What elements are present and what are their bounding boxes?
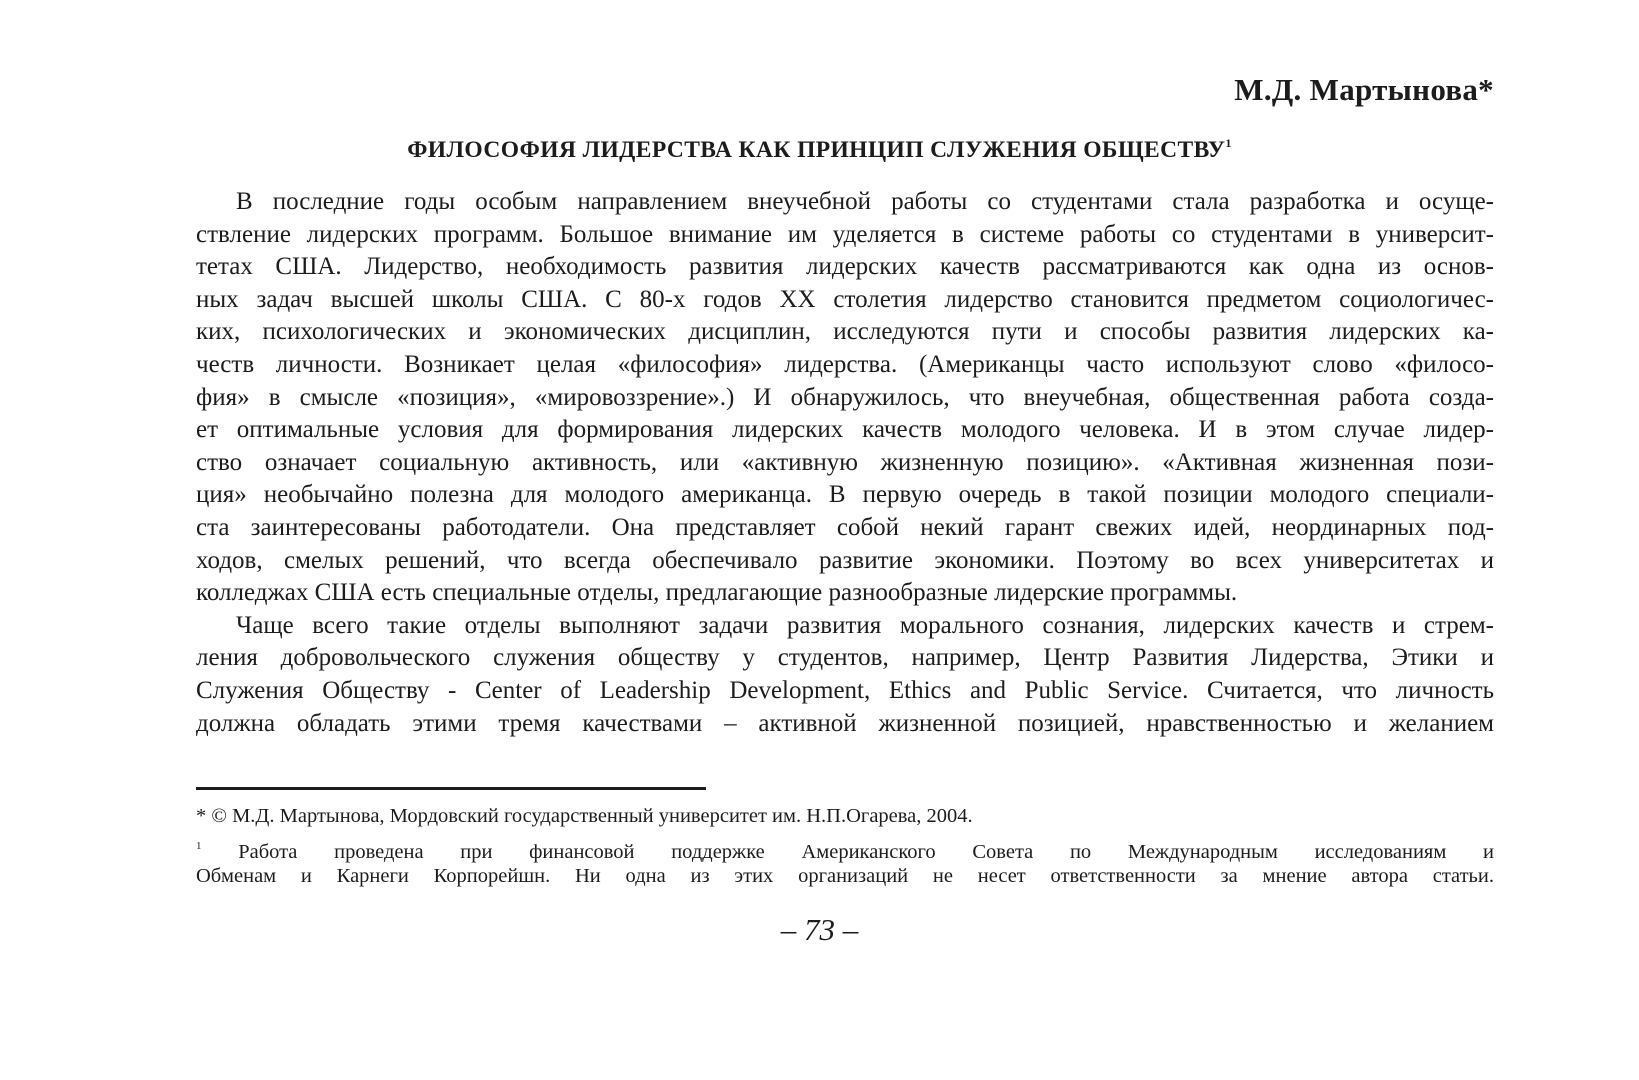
- body-line: ство означает социальную активность, или «активную жизненную позицию». «Активная жизненная пози-: [196, 448, 1494, 476]
- body-line: честв личности. Возникает целая «философия» лидерства. (Американцы часто используют слово «филосо-: [196, 350, 1494, 378]
- page-number: – 73 –: [780, 912, 859, 947]
- footnote-divider: [196, 787, 706, 790]
- footnote-1-text: Работа проведена при финансовой поддержке Американского Совета по Международным исследованиям и: [201, 841, 1494, 863]
- body-line: В последние годы особым направлением внеучебной работы со студентами стала разработка и осуще-: [236, 188, 1494, 215]
- footnote-1-mark: 1: [196, 840, 202, 852]
- body-line: ет оптимальные условия для формирования лидерских качеств молодого человека. И в этом случае лидер-: [196, 416, 1494, 444]
- body-line: Чаще всего такие отделы выполняют задачи развития морального сознания, лидерских качеств и стрем-: [236, 611, 1494, 639]
- body-line: ления добровольческого служения обществу у студентов, например, Центр Развития Лидерства, Этики и: [196, 644, 1494, 672]
- author-name: М.Д. Мартынова*: [1234, 72, 1494, 107]
- article-title: [0, 136, 1639, 164]
- body-line: ста заинтересованы работодатели. Она представляет собой некий гарант свежих идей, неординарных под-: [196, 513, 1494, 541]
- body-line: ствление лидерских программ. Большое внимание им уделяется в системе работы со студентами в университ-: [196, 220, 1494, 248]
- body-line: тетах США. Лидерство, необходимость развития лидерских качеств рассматриваются как одна из основ-: [196, 253, 1494, 281]
- article-title-text: ФИЛОСОФИЯ ЛИДЕРСТВА КАК ПРИНЦИП СЛУЖЕНИЯ ОБЩЕСТВУ: [407, 137, 1226, 163]
- title-footnote-mark: 1: [1225, 136, 1232, 150]
- body-line: колледжах США есть специальные отделы, предлагающие разнообразные лидерские программы.: [196, 579, 1238, 607]
- footnote-author: * © М.Д. Мартынова, Мордовский государственный университет им. Н.П.Огарева, 2004.: [196, 805, 973, 827]
- body-line: должна обладать этими тремя качествами – активной жизненной позицией, нравственностью и желанием: [196, 709, 1494, 737]
- footnote-1-line-2: Обменам и Карнеги Корпорейшн. Ни одна из этих организаций не несет ответственности за мнение автора статьи.: [196, 865, 1494, 887]
- body-line: ных задач высшей школы США. С 80-х годов XX столетия лидерство становится предметом социологичес-: [196, 285, 1494, 313]
- body-line: ция» необычайно полезна для молодого американца. В первую очередь в такой позиции молодого специали-: [196, 481, 1494, 509]
- body-line: фия» в смысле «позиция», «мировоззрение».) И обнаружилось, что внеучебная, общественная работа созда-: [196, 383, 1494, 411]
- body-line: Служения Обществу - Center of Leadership Development, Ethics and Public Service. Считается, что личность: [196, 676, 1494, 704]
- body-line: ких, психологических и экономических дисциплин, исследуются пути и способы развития лидерских ка-: [196, 318, 1494, 346]
- body-line: ходов, смелых решений, что всегда обеспечивало развитие экономики. Поэтому во всех университетах и: [196, 546, 1494, 574]
- article-body: [196, 186, 1494, 740]
